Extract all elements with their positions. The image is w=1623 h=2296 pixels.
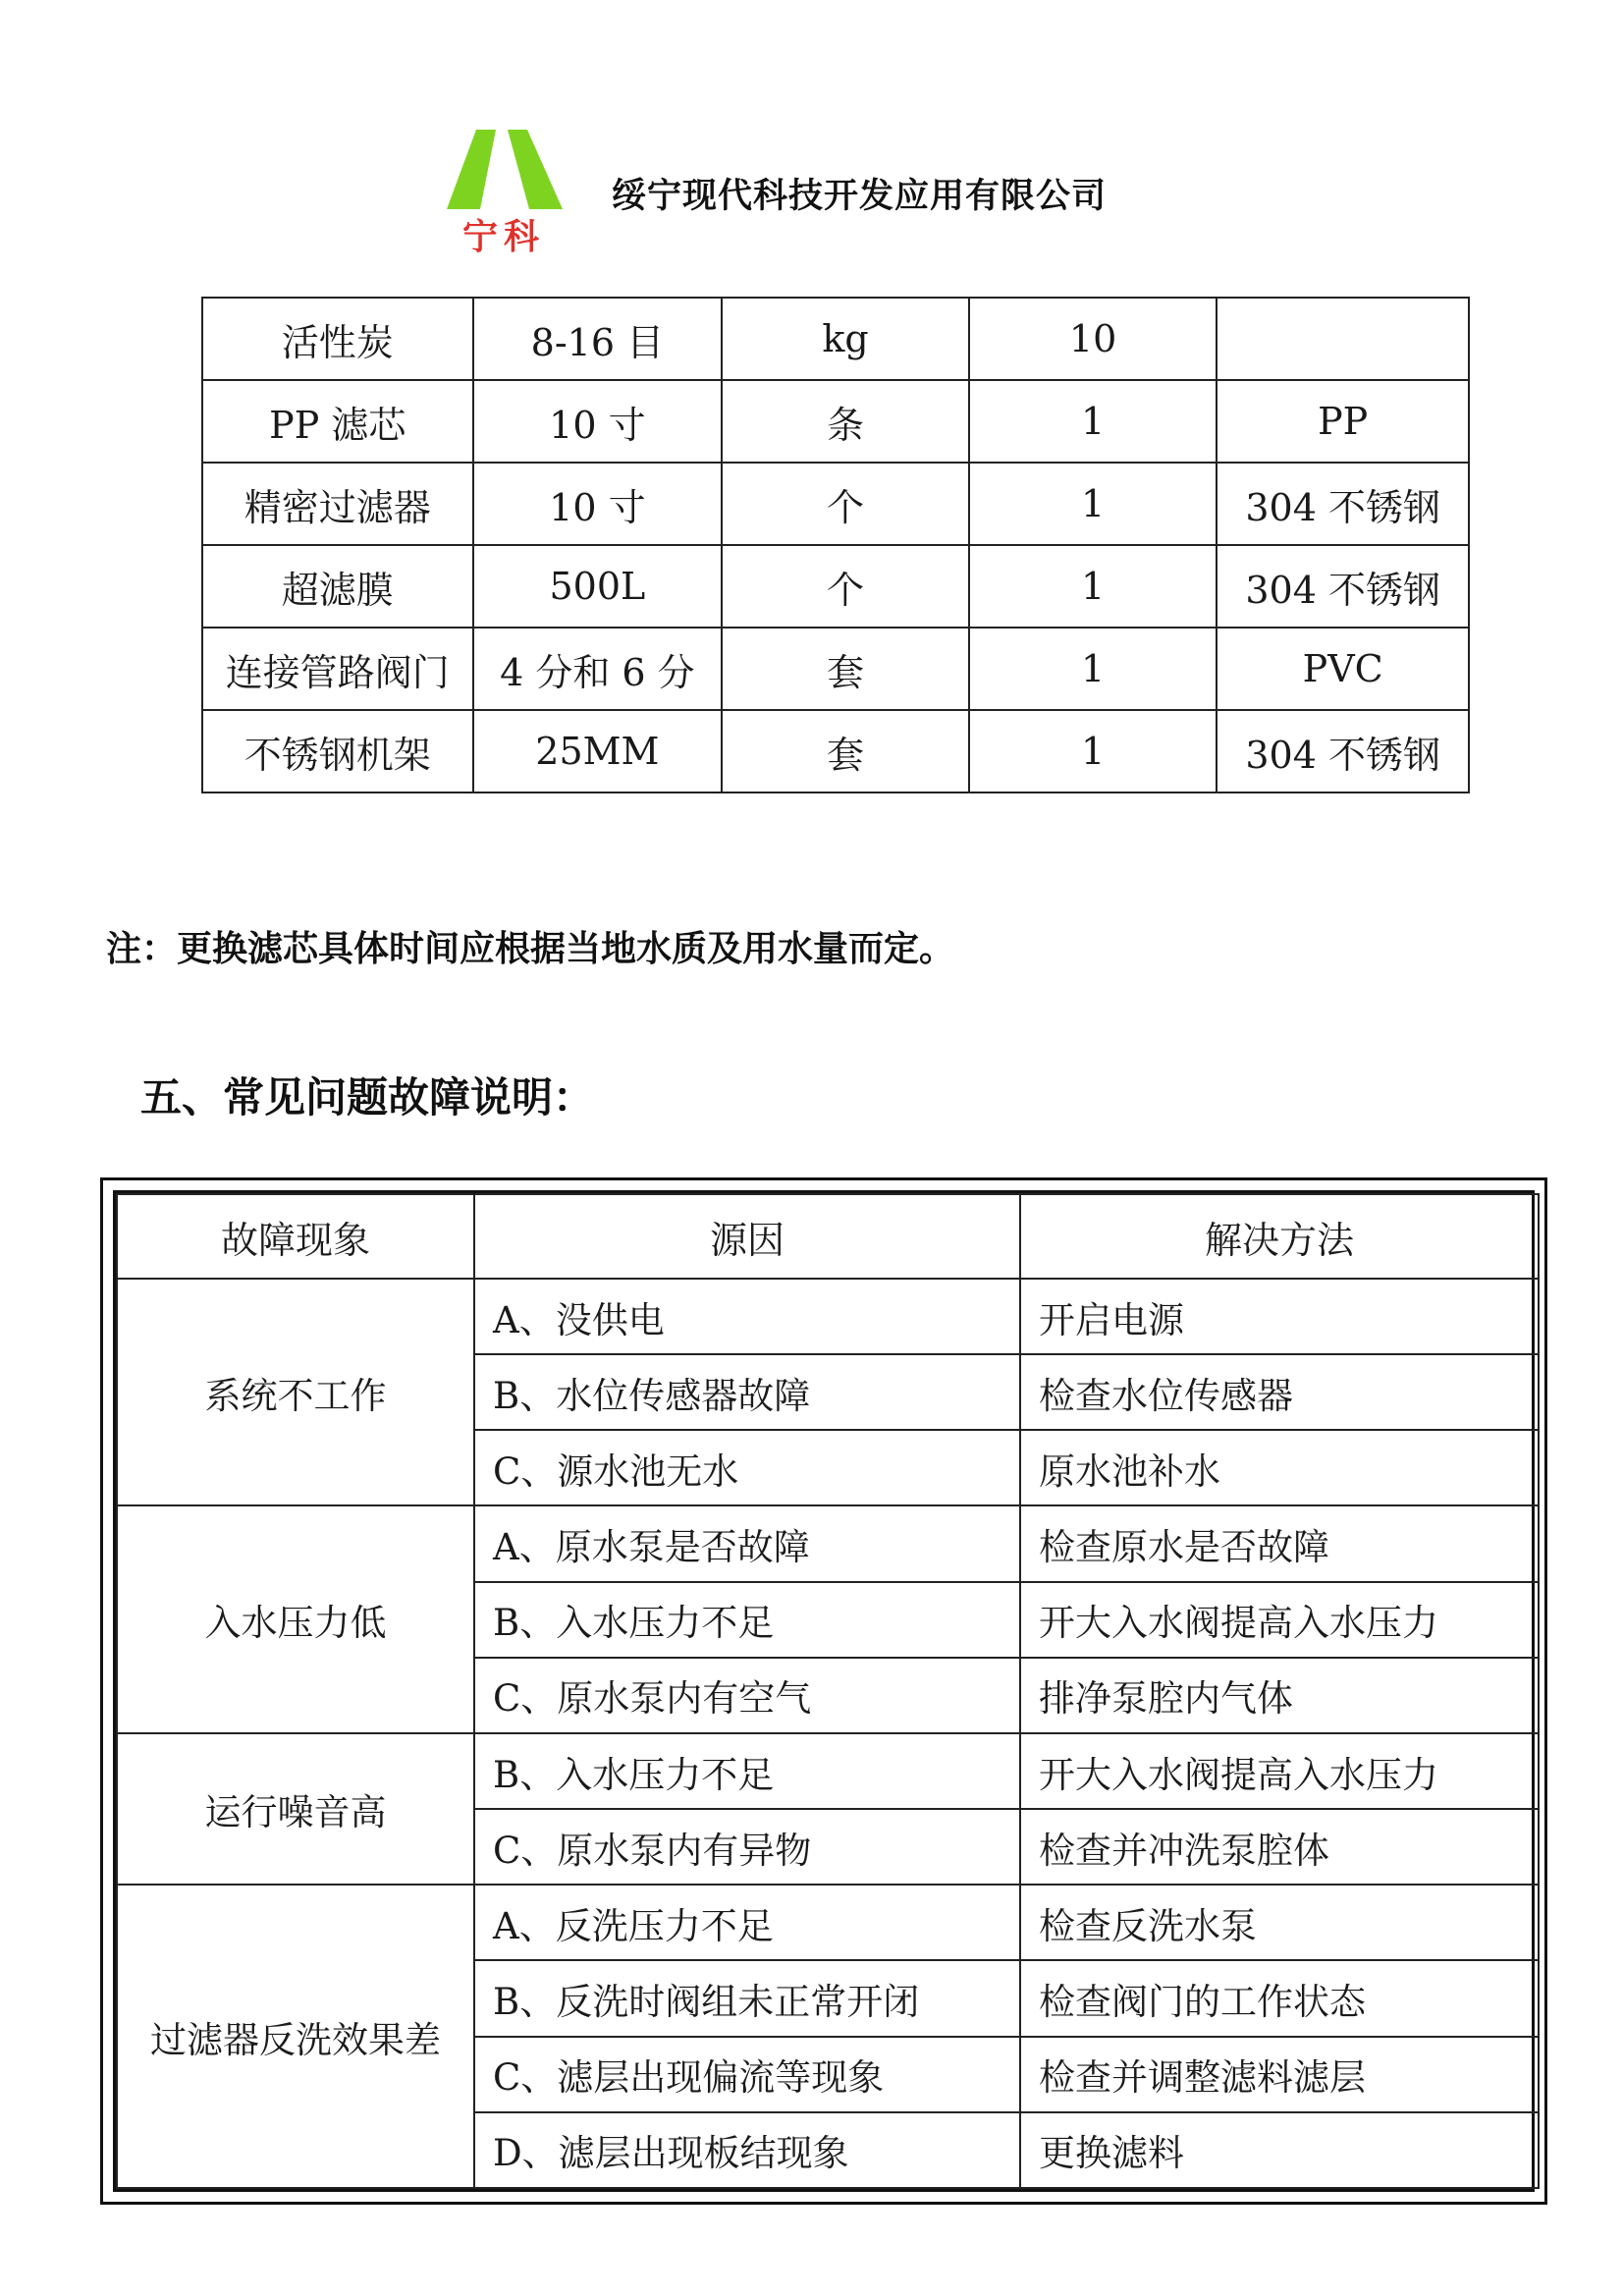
materials-row xyxy=(202,545,1469,628)
fault-table-frame xyxy=(100,1177,1547,2205)
materials-cell: 精密过滤器 xyxy=(202,463,473,545)
materials-cell: 25MM xyxy=(473,710,723,793)
materials-cell: 不锈钢机架 xyxy=(202,710,473,793)
replacement-note: 注：更换滤芯具体时间应根据当地水质及用水量而定。 xyxy=(106,929,955,969)
fault-solution: 开大入水阀提高入水压力 xyxy=(1020,1582,1539,1658)
materials-cell: 条 xyxy=(722,380,969,463)
fault-cause: A、没供电 xyxy=(474,1279,1020,1354)
materials-row xyxy=(202,298,1469,380)
materials-cell: kg xyxy=(722,298,969,380)
materials-cell: 500L xyxy=(473,545,723,628)
fault-symptom: 运行噪音高 xyxy=(117,1733,474,1885)
fault-cause: A、反洗压力不足 xyxy=(474,1885,1020,1960)
fault-solution: 开大入水阀提高入水压力 xyxy=(1020,1733,1539,1809)
fault-solution: 检查并冲洗泵腔体 xyxy=(1020,1809,1539,1885)
fault-row xyxy=(117,1279,1539,1354)
materials-cell: 1 xyxy=(969,463,1217,545)
logo-left-stroke xyxy=(447,130,496,209)
fault-symptom: 过滤器反洗效果差 xyxy=(117,1885,474,2188)
company-name: 绥宁现代科技开发应用有限公司 xyxy=(612,177,1108,216)
materials-cell: 连接管路阀门 xyxy=(202,628,473,710)
fault-cause: B、入水压力不足 xyxy=(474,1582,1020,1658)
fault-solution: 更换滤料 xyxy=(1020,2112,1539,2188)
materials-cell: 4 分和 6 分 xyxy=(473,628,723,710)
fault-symptom: 系统不工作 xyxy=(117,1279,474,1505)
materials-table xyxy=(201,297,1470,793)
materials-cell: 304 不锈钢 xyxy=(1217,545,1469,628)
logo-text: 宁科 xyxy=(461,217,546,257)
materials-cell: 个 xyxy=(722,545,969,628)
fault-solution: 原水池补水 xyxy=(1020,1430,1539,1505)
fault-cause: D、滤层出现板结现象 xyxy=(474,2112,1020,2188)
materials-row xyxy=(202,628,1469,710)
fault-row xyxy=(117,1733,1539,1809)
materials-cell: 活性炭 xyxy=(202,298,473,380)
materials-cell: PP xyxy=(1217,380,1469,463)
materials-row xyxy=(202,710,1469,793)
header-cause: 源因 xyxy=(474,1194,1020,1279)
materials-cell: 套 xyxy=(722,710,969,793)
fault-table-header xyxy=(117,1194,1539,1279)
materials-cell: 套 xyxy=(722,628,969,710)
materials-cell xyxy=(1217,298,1469,380)
materials-cell: 10 寸 xyxy=(473,463,723,545)
fault-solution: 检查并调整滤料滤层 xyxy=(1020,2037,1539,2112)
fault-cause: C、源水池无水 xyxy=(474,1430,1020,1505)
materials-row xyxy=(202,380,1469,463)
fault-table xyxy=(116,1193,1540,2189)
letterhead xyxy=(447,126,1193,258)
materials-cell: 超滤膜 xyxy=(202,545,473,628)
materials-cell: 10 xyxy=(969,298,1217,380)
materials-cell: PP 滤芯 xyxy=(202,380,473,463)
fault-cause: C、原水泵内有空气 xyxy=(474,1658,1020,1733)
fault-symptom: 入水压力低 xyxy=(117,1505,474,1732)
fault-solution: 检查水位传感器 xyxy=(1020,1354,1539,1430)
fault-solution: 排净泵腔内气体 xyxy=(1020,1658,1539,1733)
fault-solution: 检查阀门的工作状态 xyxy=(1020,1960,1539,2036)
materials-cell: 1 xyxy=(969,545,1217,628)
fault-solution: 检查原水是否故障 xyxy=(1020,1505,1539,1581)
materials-cell: 8-16 目 xyxy=(473,298,723,380)
logo-right-stroke xyxy=(508,130,563,209)
company-logo xyxy=(447,126,565,258)
materials-cell: 304 不锈钢 xyxy=(1217,463,1469,545)
materials-row xyxy=(202,463,1469,545)
header-symptom: 故障现象 xyxy=(117,1194,474,1279)
fault-cause: B、反洗时阀组未正常开闭 xyxy=(474,1960,1020,2036)
fault-row xyxy=(117,1505,1539,1581)
materials-cell: 1 xyxy=(969,710,1217,793)
fault-cause: C、原水泵内有异物 xyxy=(474,1809,1020,1885)
fault-cause: B、入水压力不足 xyxy=(474,1733,1020,1809)
materials-cell: 304 不锈钢 xyxy=(1217,710,1469,793)
fault-solution: 开启电源 xyxy=(1020,1279,1539,1354)
fault-row xyxy=(117,1885,1539,1960)
fault-cause: C、滤层出现偏流等现象 xyxy=(474,2037,1020,2112)
section-title: 五、常见问题故障说明： xyxy=(140,1073,595,1121)
fault-cause: B、水位传感器故障 xyxy=(474,1354,1020,1430)
fault-solution: 检查反洗水泵 xyxy=(1020,1885,1539,1960)
materials-cell: 10 寸 xyxy=(473,380,723,463)
materials-cell: PVC xyxy=(1217,628,1469,710)
materials-cell: 个 xyxy=(722,463,969,545)
materials-cell: 1 xyxy=(969,628,1217,710)
header-solution: 解决方法 xyxy=(1020,1194,1539,1279)
fault-cause: A、原水泵是否故障 xyxy=(474,1505,1020,1581)
materials-cell: 1 xyxy=(969,380,1217,463)
